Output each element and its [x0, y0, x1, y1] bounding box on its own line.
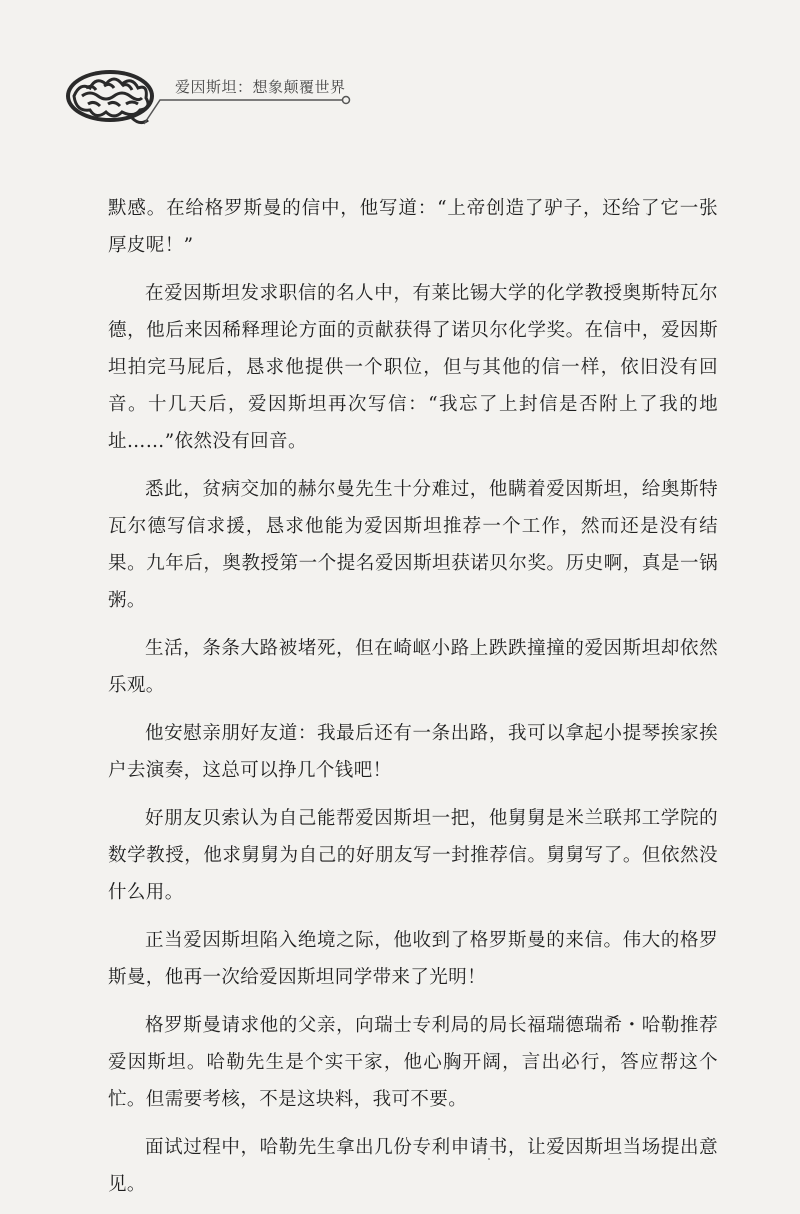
header-rule: [60, 60, 380, 140]
header-title: 爱因斯坦：想象颠覆世界: [175, 78, 346, 96]
paragraph: 默感。在给格罗斯曼的信中，他写道：“上帝创造了驴子，还给了它一张厚皮呢！”: [108, 198, 718, 256]
paragraph: 面试过程中，哈勒先生拿出几份专利申请书，让爱因斯坦当场提出意见。: [108, 1137, 718, 1195]
paragraph: 生活，条条大路被堵死，但在崎岖小路上跌跌撞撞的爱因斯坦却依然乐观。: [108, 638, 718, 696]
page-body: [108, 190, 718, 1214]
paragraph: 格罗斯曼请求他的父亲，向瑞士专利局的局长福瑞德瑞希・哈勒推荐爱因斯坦。哈勒先生是个实干家，他心胸开阔，言出必行，答应帮这个忙。但需要考核，不是这块料，我可不要。: [108, 1015, 718, 1110]
paragraph: 在爱因斯坦发求职信的名人中，有莱比锡大学的化学教授奥斯特瓦尔德，他后来因稀释理论方面的贡献获得了诺贝尔化学奖。在信中，爱因斯坦拍完马屁后，恳求他提供一个职位，但与其他的信一样，依旧没有回音。十几天后，爱因斯坦再次写信：“我忘了上封信是否附上了我的地址……”依然没有回音。: [108, 283, 718, 452]
paragraph: 他安慰亲朋好友道：我最后还有一条出路，我可以拿起小提琴挨家挨户去演奏，这总可以挣几个钱吧！: [108, 723, 718, 781]
paragraph: 好朋友贝索认为自己能帮爱因斯坦一把，他舅舅是米兰联邦工学院的数学教授，他求舅舅为自己的好朋友写一封推荐信。舅舅写了。但依然没什么用。: [108, 808, 718, 903]
running-header: [60, 60, 380, 140]
paragraph: 悉此，贫病交加的赫尔曼先生十分难过，他瞒着爱因斯坦，给奥斯特瓦尔德写信求援，恳求他能为爱因斯坦推荐一个工作，然而还是没有结果。九年后，奥教授第一个提名爱因斯坦获诺贝尔奖。历史啊，真是一锅粥。: [108, 479, 718, 611]
paragraph: 正当爱因斯坦陷入绝境之际，他收到了格罗斯曼的来信。伟大的格罗斯曼，他再一次给爱因斯坦同学带来了光明！: [108, 930, 718, 988]
paper-speck: [488, 1158, 490, 1160]
